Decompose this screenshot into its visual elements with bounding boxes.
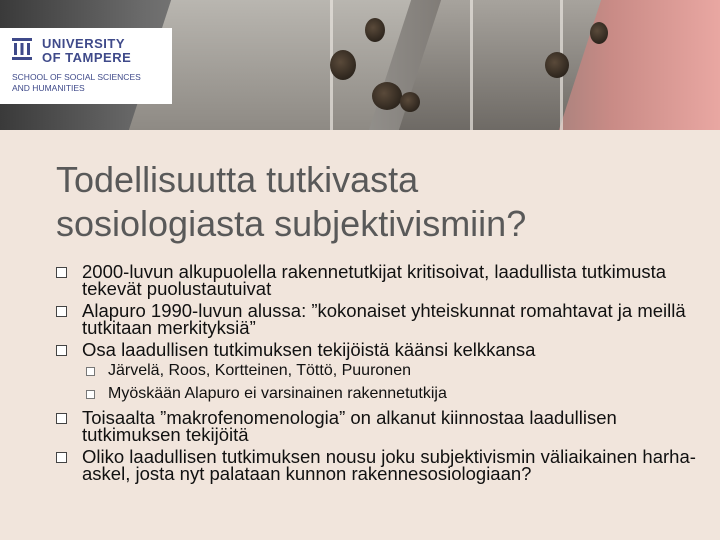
bullet-box-icon bbox=[56, 267, 67, 278]
photo-person bbox=[365, 18, 385, 42]
logo-university-text: UNIVERSITY bbox=[42, 36, 126, 51]
photo-person bbox=[372, 82, 402, 110]
bullet-item bbox=[56, 302, 696, 336]
slide-title bbox=[56, 158, 676, 246]
bullet-text: 2000-luvun alkupuolella rakennetutkijat kritisoivat, laadullista tutkimusta tekevät puolustautuivat bbox=[82, 261, 667, 299]
bullet-text: Osa laadullisen tutkimuksen tekijöistä käänsi kelkkansa bbox=[82, 339, 536, 360]
university-logo bbox=[0, 28, 172, 104]
bullet-box-icon bbox=[56, 413, 67, 424]
bullet-text: Toisaalta ”makrofenomenologia” on alkanut kiinnostaa laadullisen tutkimuksen tekijöitä bbox=[82, 407, 617, 445]
sub-bullet-text: Myöskään Alapuro ei varsinainen rakennetutkija bbox=[108, 385, 447, 402]
logo-tampere-text: OF TAMPERE bbox=[42, 50, 132, 65]
sub-bullet-text: Järvelä, Roos, Kortteinen, Töttö, Puuronen bbox=[108, 362, 411, 379]
photo-person bbox=[590, 22, 608, 44]
bullet-text: Alapuro 1990-luvun alussa: ”kokonaiset yhteiskunnat romahtavat ja meillä tutkitaan merkityksiä” bbox=[82, 300, 686, 338]
photo-railing bbox=[470, 0, 473, 130]
bullet-box-icon bbox=[56, 345, 67, 356]
logo-school-text: SCHOOL OF SOCIAL SCIENCES bbox=[12, 72, 141, 82]
bullet-item bbox=[56, 341, 696, 358]
sub-bullet-item bbox=[56, 386, 696, 402]
photo-person bbox=[400, 92, 420, 112]
bullet-item bbox=[56, 448, 696, 482]
photo-person bbox=[545, 52, 569, 78]
bullet-box-icon bbox=[56, 452, 67, 463]
photo-floor-right bbox=[399, 0, 601, 130]
bullet-box-icon bbox=[56, 306, 67, 317]
photo-person bbox=[330, 50, 356, 80]
logo-humanities-text: AND HUMANITIES bbox=[12, 83, 85, 93]
bullet-text: Oliko laadullisen tutkimuksen nousu joku subjektivismin väliaikainen harha-askel, josta nyt palataan kunnon rakennesosiologiaan? bbox=[82, 446, 696, 484]
slide-title-line1: Todellisuutta tutkivasta bbox=[56, 159, 419, 200]
sub-bullet-item bbox=[56, 363, 696, 379]
university-emblem-icon bbox=[12, 38, 32, 60]
bullet-list bbox=[56, 263, 696, 487]
sub-bullet-box-icon bbox=[86, 390, 95, 399]
header-photo bbox=[0, 0, 720, 130]
bullet-item bbox=[56, 409, 696, 443]
slide-title-line2: sosiologiasta subjektivismiin? bbox=[56, 203, 527, 244]
bullet-item bbox=[56, 263, 696, 297]
sub-bullet-box-icon bbox=[86, 367, 95, 376]
